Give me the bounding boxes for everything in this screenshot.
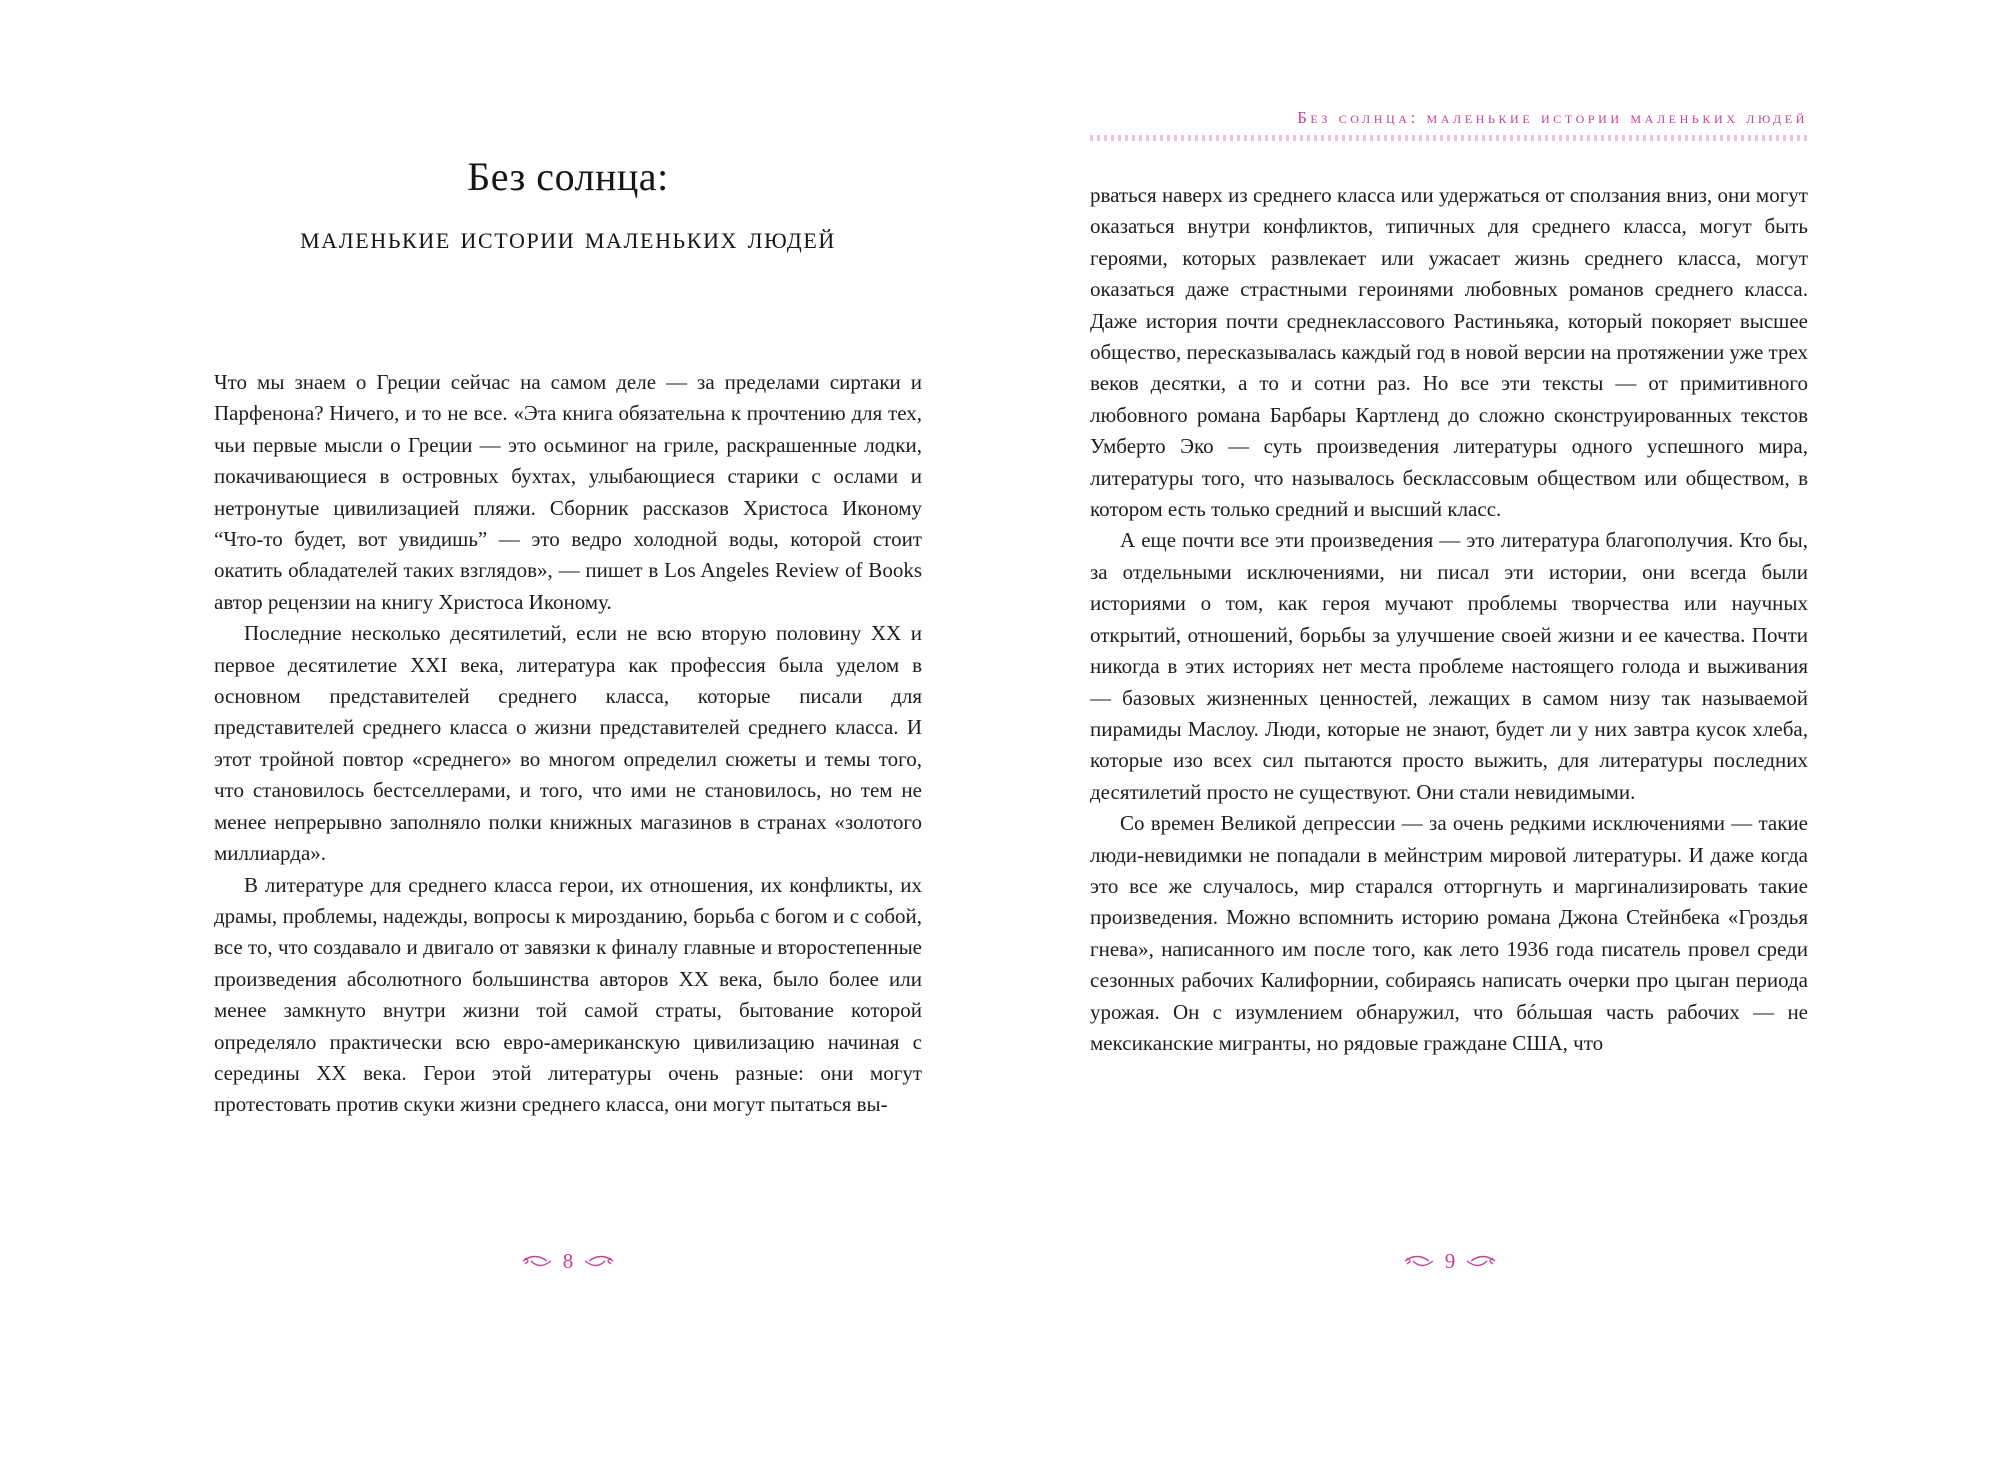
paragraph: В литературе для среднего класса герои, их отношения, их конфликты, их драмы, проблемы, надежды, вопросы к мирозданию, борьба с богом и с собой, все то, что создавало и двигало от завязки к финалу главные и второстепенные произведения абсолютного большинства авторов XX века, было более или менее замкнуто внутри жизни той самой страты, бытование которой определяло практически всю евро-американскую цивилизацию начиная с середины XX века. Герои этой литературы очень разные: они могут протестовать против скуки жизни среднего класса, они могут пытаться вы- bbox=[214, 872, 922, 1117]
paragraph: рваться наверх из среднего класса или удержаться от сползания вниз, они могут оказаться внутри конфликтов, типичных для среднего класса, могут быть героями, которых развлекает или ужасает жизнь среднего класса, могут оказаться даже страстными героинями любовных романов среднего класса. Даже история почти среднеклассового Растиньяка, который покоряет высшее общество, пересказывалась каждый год в новой версии на протяжении уже трех веков десятки, а то и сотни раз. Но все эти тексты — от примитивного любовного романа Барбары Картленд до сложно сконструированных текстов Умберто Эко — суть произведения литературы одного успешного мира, литературы того, что называлось бесклассовым обществом или обществом, в котором есть только средний и высший класс. bbox=[1090, 183, 1808, 522]
flourish-right-icon bbox=[1461, 1253, 1497, 1269]
page-number-folio bbox=[1382, 1246, 1518, 1276]
chapter-title bbox=[214, 148, 922, 266]
flourish-left-icon bbox=[521, 1253, 557, 1269]
running-head: Без солнца: маленькие истории маленьких людей bbox=[1297, 108, 1808, 127]
page-number: 9 bbox=[1444, 1248, 1456, 1273]
right-page-body bbox=[1090, 180, 1808, 1059]
paragraph: Последние несколько десятилетий, если не всю вторую половину XX и первое десятилетие XXI века, литература как профессия была уделом в основном представителей среднего класса, которые писали для представителей среднего класса о жизни представителей среднего класса. И этот тройной повтор «среднего» во многом определил сюжеты и темы того, что становилось бестселлерами, и того, что ими не становилось, но тем не менее непрерывно заполняло полки книжных магазинов в странах «золотого миллиарда». bbox=[214, 621, 922, 866]
paragraph: Что мы знаем о Греции сейчас на самом деле — за пределами сиртаки и Парфенона? Ничего, и то не все. «Эта книга обязательна к прочтению для тех, чьи первые мысли о Греции — это осьминог на гриле, раскрашенные лодки, покачивающиеся в островных бухтах, улыбающиеся старики с ослами и нетронутые цивилизацией пляжи. Сборник рассказов Христоса Иконому “Что-то будет, вот увидишь” — это ведро холодной воды, которой стоит окатить обладателей таких взглядов», — пишет в Los Angeles Review of Books автор рецензии на книгу Христоса Иконому. bbox=[214, 370, 922, 614]
paragraph: Со времен Великой депрессии — за очень редкими исключениями — такие люди-невидимки не попадали в мейнстрим мировой литературы. И даже когда это все же случалось, мир старался отторгнуть и маргинализировать такие произведения. Можно вспомнить историю романа Джона Стейнбека «Гроздья гнева», написанного им после того, как лето 1936 года писатель провел среди сезонных рабочих Калифорнии, собираясь написать очерки про цыган периода урожая. Он с изумлением обнаружил, что бóльшая часть рабочих — не мексиканские мигранты, но рядовые граждане США, что bbox=[1090, 811, 1808, 1055]
right-page bbox=[1000, 0, 2000, 1458]
running-head-ornament bbox=[1090, 135, 1808, 141]
flourish-left-icon bbox=[1403, 1253, 1439, 1269]
chapter-title-line2: маленькие истории маленьких людей bbox=[300, 219, 836, 255]
page-number-folio bbox=[500, 1246, 636, 1276]
page-number: 8 bbox=[562, 1248, 574, 1273]
chapter-title-line1: Без солнца: bbox=[467, 154, 669, 199]
left-page-body bbox=[214, 367, 922, 1121]
flourish-right-icon bbox=[579, 1253, 615, 1269]
paragraph: А еще почти все эти произведения — это литература благополучия. Кто бы, за отдельными исключениями, ни писал эти истории, они всегда были историями о том, как героя мучают проблемы творчества или научных открытий, отношений, борьбы за улучшение своей жизни и ее качества. Почти никогда в этих историях нет места проблеме настоящего голода и выживания — базовых жизненных ценностей, лежащих в самом низу так называемой пирамиды Маслоу. Люди, которые не знают, будет ли у них завтра кусок хлеба, которые изо всех сил пытаются просто выжить, для литературы последних десятилетий просто не существуют. Они стали невидимыми. bbox=[1090, 528, 1808, 804]
